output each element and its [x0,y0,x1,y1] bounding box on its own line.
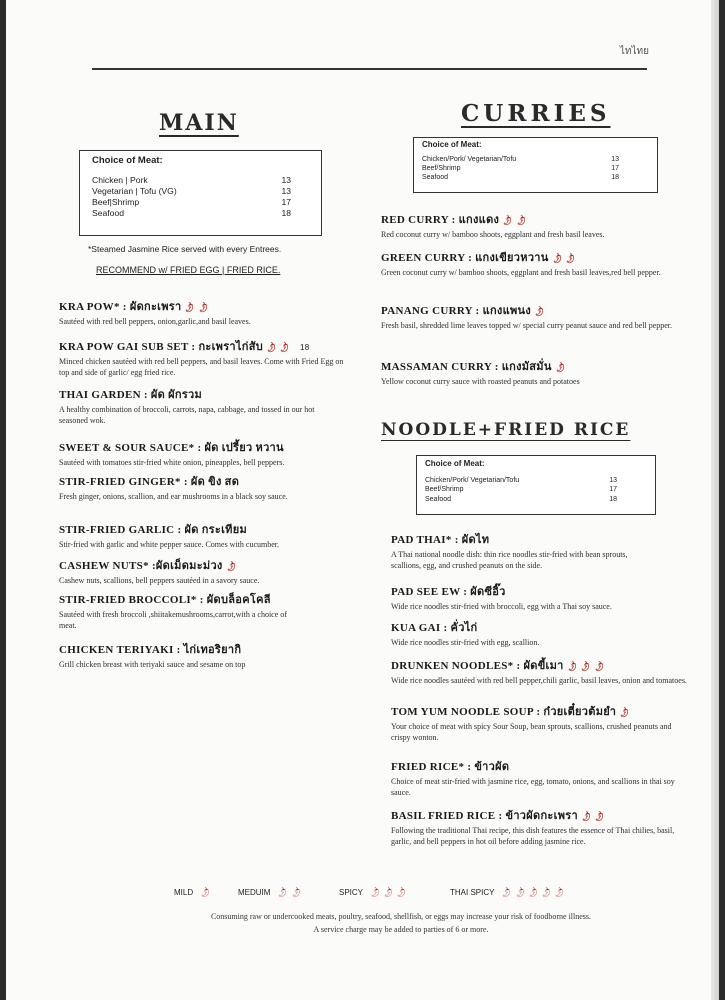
meat-row: Chicken | Pork 13 [92,175,291,185]
curries-heading: CURRIES [461,100,611,127]
meat-row: Chicken/Pork/ Vegetarian/Tofu 13 [425,476,617,484]
menu-item-kra-pow-gai-sub-set: KRA POW GAI SUB SET : กะเพราไก่สับ🌶🌶 18 Minced chicken sautéed with red bell peppers, and basil leaves. Come with Fried Egg on top and side of garlic/ egg fried rice. [59,340,344,377]
chili-icon: 🌶 [532,304,547,319]
chili-icon: 🌶 [579,809,593,824]
header-rule [92,68,647,70]
chili-icon: 🌶 [381,886,395,899]
menu-item-panang-curry: PANANG CURRY : แกงแพนง🌶 Fresh basil, shredded lime leaves topped w/ special curry peanut sauce and red bell pepper. [381,304,673,330]
legend-mild: MILD 🌶 [174,886,212,899]
chili-icon: 🌶 [499,886,514,899]
legend-spicy: SPICY 🌶🌶🌶 [339,886,409,899]
menu-item-thai-garden: THAI GARDEN : ผัด ผักรวม A healthy combination of broccoli, carrots, napa, cabbage, and tossed in our hot seasoned wok. [59,389,315,425]
menu-page [6,0,719,1000]
meat-row: Beef|Shrimp 17 [92,197,291,207]
chili-icon: 🌶 [578,659,593,674]
meat-row: Seafood 18 [92,208,291,218]
chili-icon: 🌶 [513,886,527,899]
chili-icon: 🌶 [550,251,564,266]
menu-item-pad-see-ew: PAD SEE EW : ผัดซีอิ๊ว Wide rice noodles stir-fried with broccoli, egg with a Thai soy sauce. [391,586,612,611]
menu-item-fried-rice: FRIED RICE* : ข้าวผัด Choice of meat stir-fried with jasmine rice, egg, tomato, onions, and scallions in thai soy sauce. [391,761,675,797]
menu-item-red-curry: RED CURRY : แกงแดง🌶🌶 Red coconut curry w/ bamboo shoots, eggplant and fresh basil leaves. [381,213,605,239]
menu-item-stir-fried-ginger: STIR-FRIED GINGER* : ผัด ขิง สด Fresh ginger, onions, scallion, and ear mushrooms in a black soy sauce. [59,476,288,501]
menu-item-drunken-noodles: DRUNKEN NOODLES* : ผัดขี้เมา🌶🌶🌶 Wide rice noodles sautéed with red bell pepper,chili garlic, basil leaves, onion and tomatoes. [391,659,687,685]
meat-row: Chicken/Pork/ Vegetarian/Tofu 13 [422,156,619,163]
service-charge-note: A service charge may be added to parties of 6 or more. [313,925,489,934]
menu-item-massaman-curry: MASSAMAN CURRY : แกงมัสมั่น🌶 Yellow coconut curry sauce with roasted peanuts and potatoes [381,360,580,386]
menu-item-green-curry: GREEN CURRY : แกงเขียวหวาน🌶🌶 Green coconut curry w/ bamboo shoots, eggplant and fresh basil leaves,red bell pepper. [381,251,661,277]
chili-icon: 🌶 [617,705,632,720]
meat-row: Seafood 18 [425,495,617,503]
meat-row: Beef/Shrimp 17 [422,165,619,172]
chili-icon: 🌶 [264,340,279,355]
recommend-note: RECOMMEND w/ FRIED EGG | FRIED RICE. [96,265,281,275]
menu-item-tom-yum-noodle-soup: TOM YUM NOODLE SOUP : ก๋วยเตี๋ยวต้มยำ🌶 Your choice of meat with spicy Sour Soup, bean sprouts, scallions, crushed peanuts and crispy wonton. [391,705,672,742]
noodle-meat-box [416,455,656,515]
meat-box-title: Choice of Meat: [92,155,163,166]
page-edge-shadow [711,0,719,1000]
rice-note: *Steamed Jasmine Rice served with every Entrees. [88,244,282,254]
noodle-heading: NOODLE+FRIED RICE [381,420,631,440]
meat-box-title: Choice of Meat: [422,140,482,149]
chili-icon: 🌶 [553,360,567,375]
chili-icon: 🌶 [592,809,607,824]
chili-icon: 🌶 [196,300,210,315]
chili-icon: 🌶 [289,886,303,899]
chili-icon: 🌶 [198,886,212,899]
menu-item-pad-thai: PAD THAI* : ผัดไท A Thai national noodle dish: thin rice noodles stir-fried with bean sprouts, scallions, egg, and crushed peanuts on the side. [391,534,628,570]
chili-icon: 🌶 [182,300,197,315]
chili-icon: 🌶 [526,886,540,899]
menu-item-kra-pow: KRA POW* : ผัดกะเพรา🌶🌶 Sautéed with red bell peppers, onion,garlic,and basil leaves. [59,300,251,326]
main-meat-box [79,150,322,236]
menu-item-basil-fried-rice: BASIL FRIED RICE : ข้าวผัดกะเพรา🌶🌶 Following the traditional Thai recipe, this dish features the essence of Thai chilies, basil, garlic, and bell peppers in hot oil before adding jasmine rice. [391,809,675,846]
menu-item-kua-gai: KUA GAI : คั่วไก่ Wide rice noodles stir-fried with egg, scallion. [391,622,540,647]
menu-item-stir-fried-broccoli: STIR-FRIED BROCCOLI* : ผัดบล็อคโคลี Sautéed with fresh broccoli ,shiitakemushrooms,carrot,with a choice of meat. [59,594,287,630]
chili-icon: 🌶 [539,886,553,899]
food-safety-note: Consuming raw or undercooked meats, poultry, seafood, shellfish, or eggs may increase your risk of foodborne illness. [210,912,592,921]
chili-icon: 🌶 [394,886,409,899]
chili-icon: 🌶 [224,559,238,574]
chili-icon: 🌶 [368,886,382,899]
meat-row: Vegetarian | Tofu (VG) 13 [92,186,291,196]
brand-name: ไทไทย [619,46,649,57]
meat-row: Seafood 18 [422,174,619,181]
chili-icon: 🌶 [500,213,515,228]
chili-icon: 🌶 [514,213,528,228]
chili-icon: 🌶 [277,340,292,355]
menu-item-cashew-nuts: CASHEW NUTS* :ผัดเม็ดมะม่วง🌶 Cashew nuts, scallions, bell peppers sautéed in a savory sauce. [59,559,260,585]
legend-medium: MEDUIM 🌶🌶 [238,886,303,899]
legend-thai-spicy: THAI SPICY 🌶🌶🌶🌶🌶 [450,886,566,899]
menu-item-stir-fried-garlic: STIR-FRIED GARLIC : ผัด กระเทียม Stir-fried with garlic and white pepper sauce. Comes with cucumber. [59,524,279,549]
chili-icon: 🌶 [592,659,606,674]
chili-icon: 🌶 [563,251,578,266]
menu-item-chicken-teriyaki: CHICKEN TERIYAKI : ไก่เทอริยากิ Grill chicken breast with teriyaki sauce and sesame on top [59,644,246,669]
chili-icon: 🌶 [552,886,566,899]
main-heading: MAIN [159,110,239,136]
menu-item-sweet-sour: SWEET & SOUR SAUCE* : ผัด เปรี้ยว หวาน Sautéed with tomatoes stir-fried white onion, pineapples, bell peppers. [59,442,285,467]
curries-meat-box [413,137,658,193]
chili-icon: 🌶 [565,659,579,674]
meat-row: Beef/Shrimp 17 [425,486,617,493]
chili-icon: 🌶 [275,886,290,899]
meat-box-title: Choice of Meat: [425,459,485,468]
